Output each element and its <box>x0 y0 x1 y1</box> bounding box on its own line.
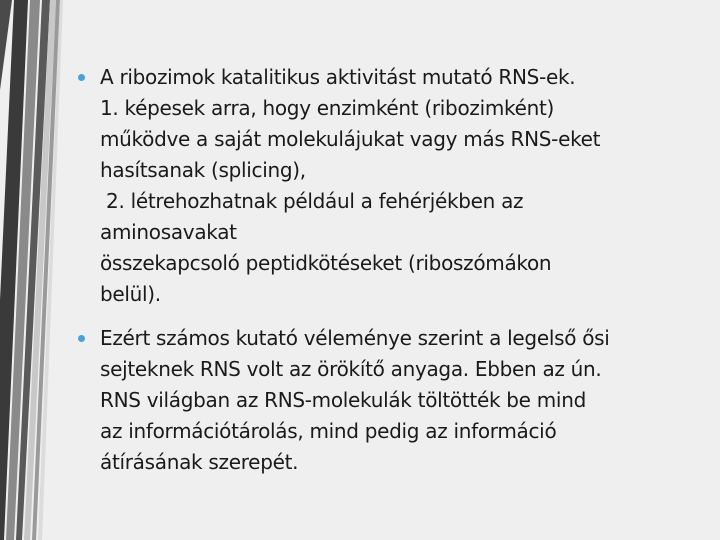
bullet-line: belül). <box>100 282 161 306</box>
bullet-line: működve a saját molekulájukat vagy más RNS-eket <box>100 127 601 151</box>
bullet-line: RNS világban az RNS-molekulák töltötték be mind <box>100 388 586 412</box>
slide-body <box>78 62 708 478</box>
bullet-dot-icon <box>78 74 85 81</box>
bullet-line: sejteknek RNS volt az örökítő anyaga. Ebben az ún. <box>100 357 602 381</box>
bullet-line: átírásának szerepét. <box>100 450 299 474</box>
bullet-line: 1. képesek arra, hogy enzimként (ribozimként) <box>100 96 555 120</box>
bullet-line: az információtárolás, mind pedig az információ <box>100 419 557 443</box>
bullet-line: A ribozimok katalitikus aktivitást mutató RNS-ek. <box>100 65 576 89</box>
bullet-line: összekapcsoló peptidkötéseket (riboszómákon <box>100 251 552 275</box>
bullet-line: 2. létrehozhatnak például a fehérjékben az <box>100 189 524 213</box>
bullet-item <box>78 62 708 310</box>
bullet-line: hasítsanak (splicing), <box>100 158 306 182</box>
bullet-line: aminosavakat <box>100 220 237 244</box>
bullet-line: Ezért számos kutató véleménye szerint a legelső ősi <box>100 326 610 350</box>
bullet-item <box>78 323 708 478</box>
bullet-dot-icon <box>78 335 85 342</box>
